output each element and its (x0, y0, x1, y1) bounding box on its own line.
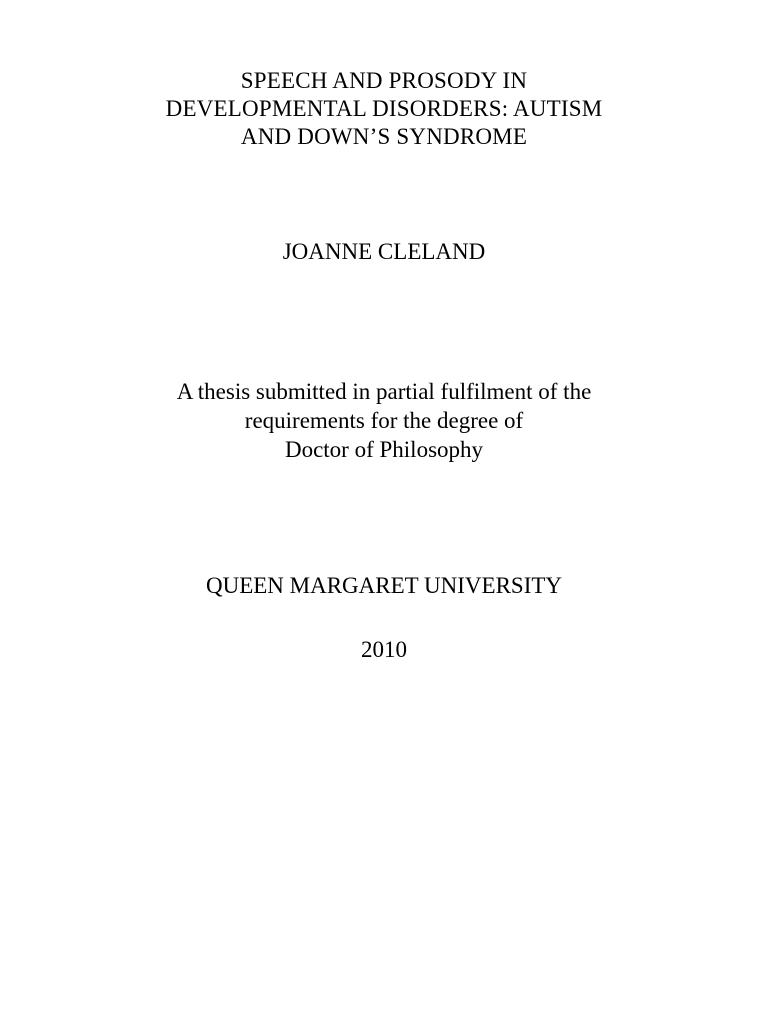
degree-statement-line-2: requirements for the degree of (244, 408, 524, 433)
degree-statement (0, 377, 768, 464)
author-name: JOANNE CLELAND (282, 239, 486, 264)
degree-statement-line-1: A thesis submitted in partial fulfilment of the (176, 379, 592, 404)
thesis-title (0, 67, 768, 151)
thesis-title-line-2: DEVELOPMENTAL DISORDERS: AUTISM (165, 96, 603, 121)
degree-statement-line-3: Doctor of Philosophy (284, 437, 484, 462)
thesis-title-line-3: AND DOWN’S SYNDROME (240, 124, 528, 149)
institution-name: QUEEN MARGARET UNIVERSITY (205, 573, 563, 598)
publication-year: 2010 (361, 637, 407, 662)
thesis-title-line-1: SPEECH AND PROSODY IN (240, 68, 528, 93)
